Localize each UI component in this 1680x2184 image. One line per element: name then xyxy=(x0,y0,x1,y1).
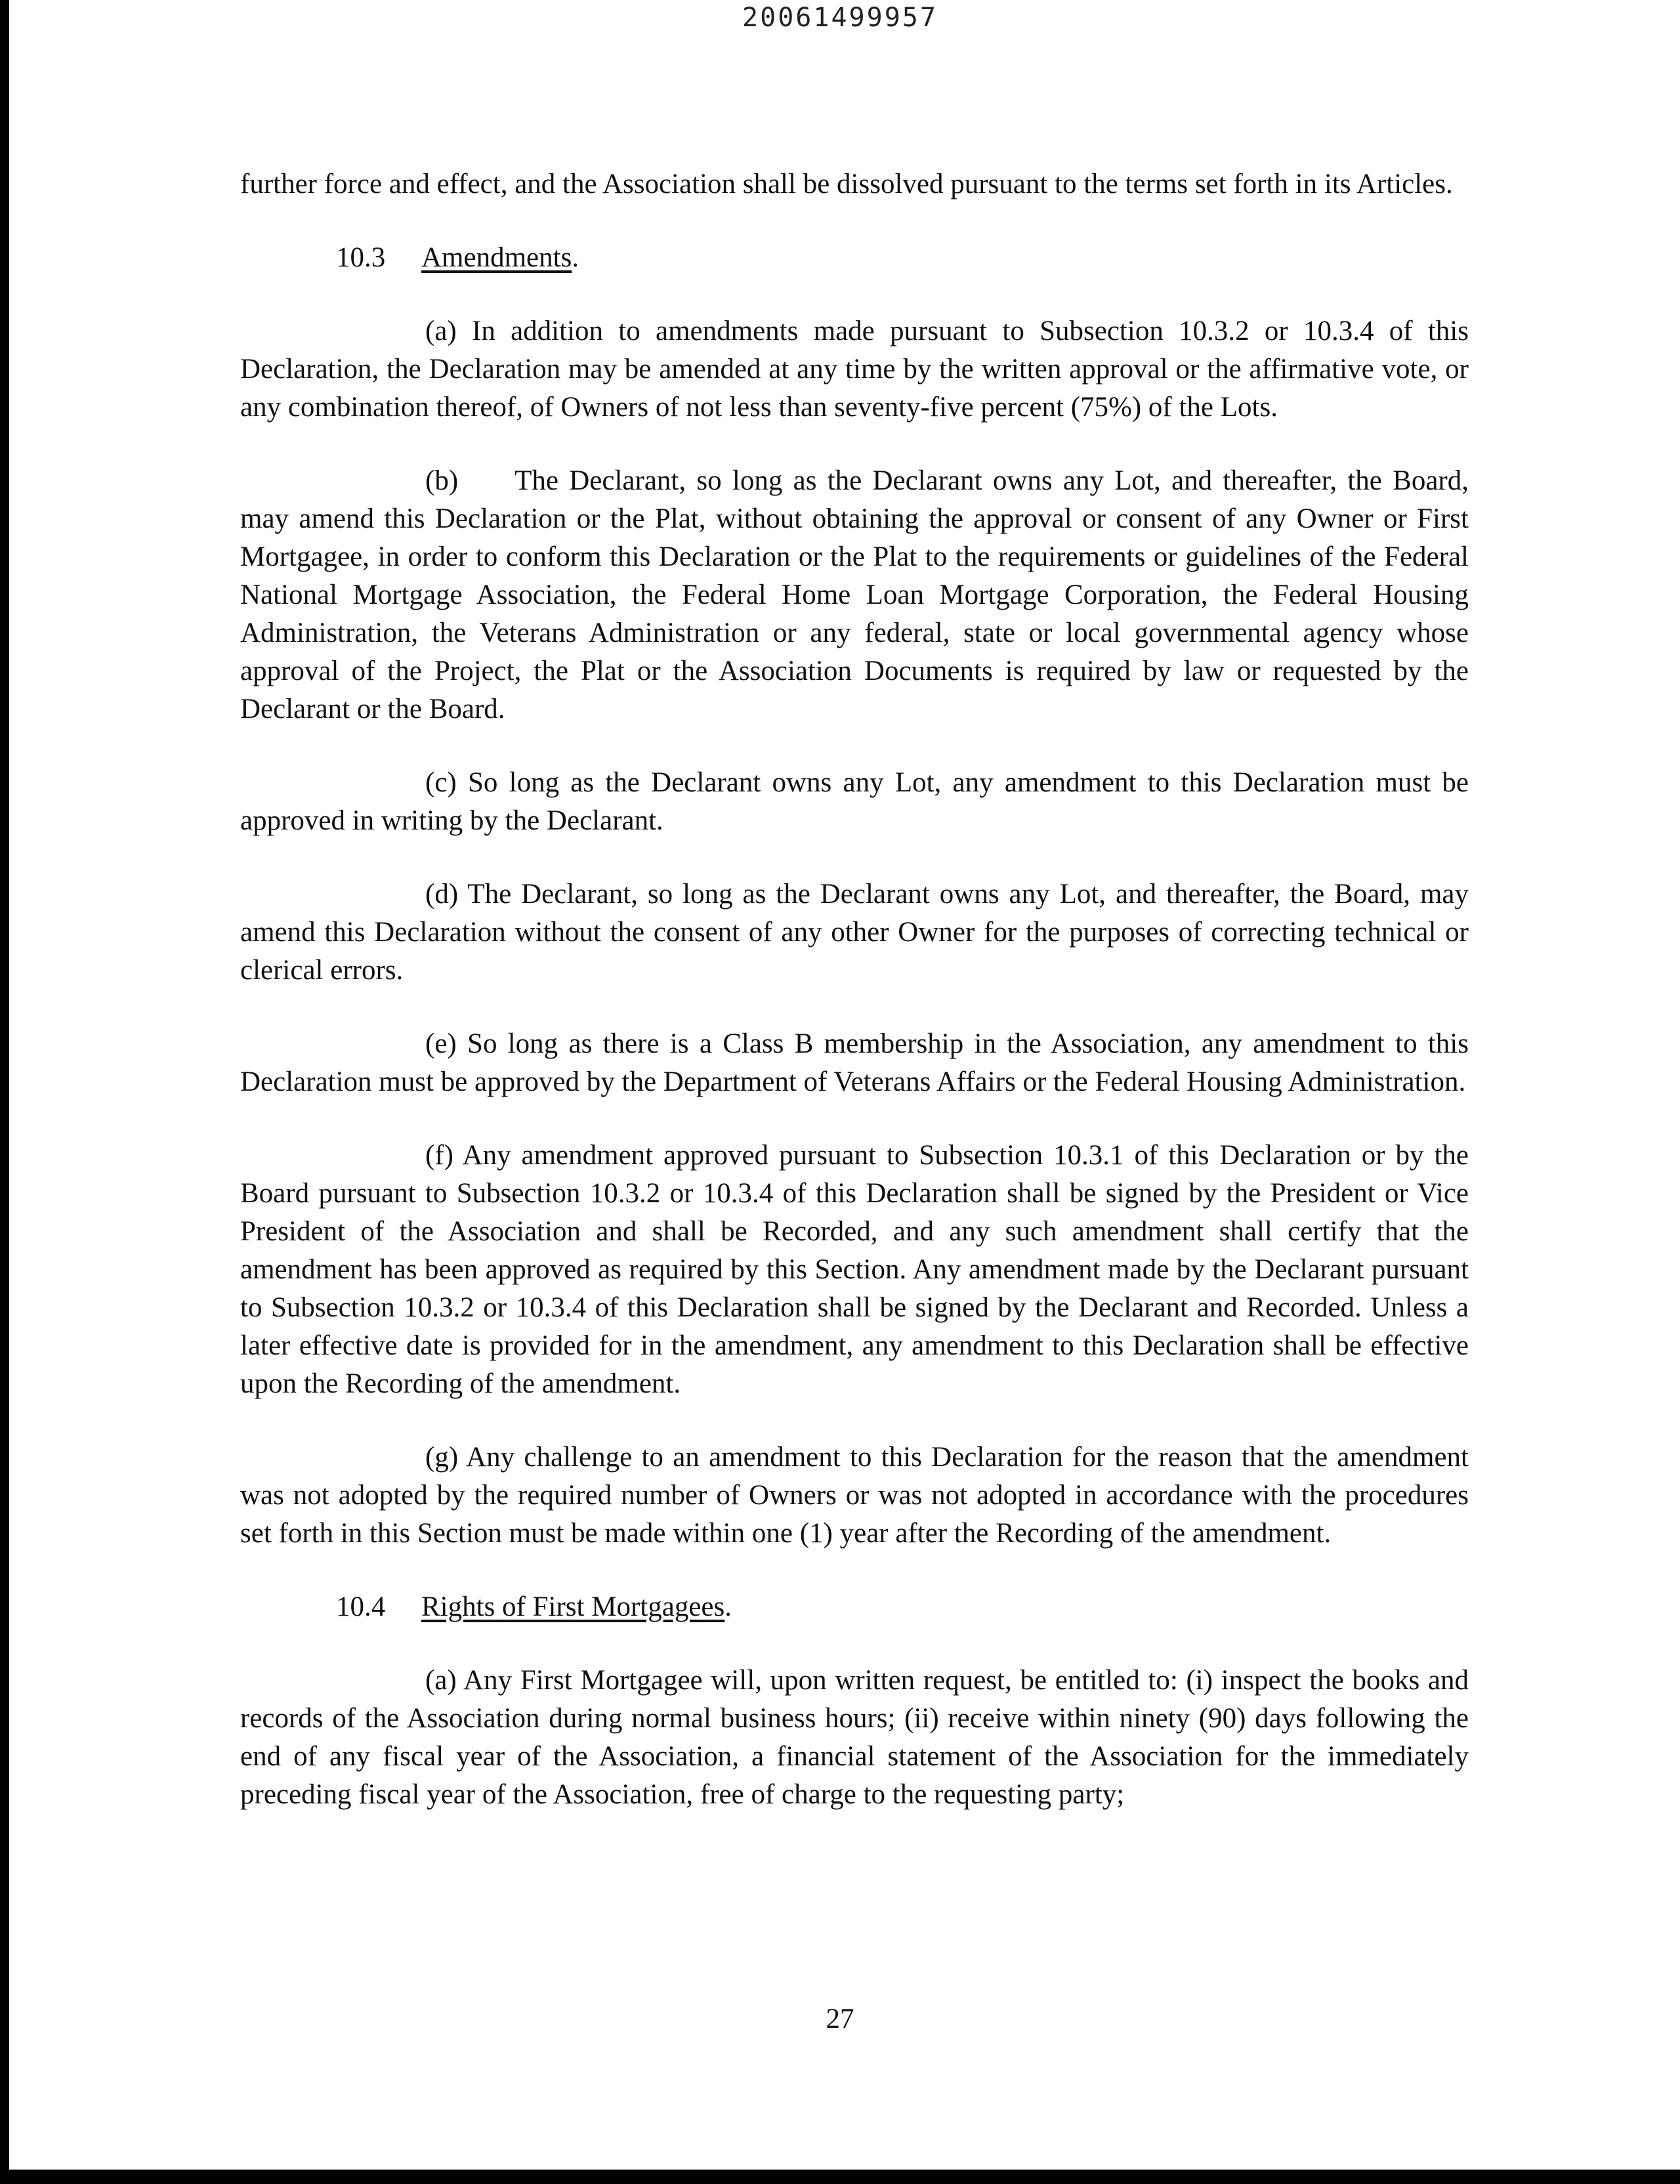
paragraph-10-3-g: (g) Any challenge to an amendment to this Declaration for the reason that the amendment was not adopted by the required number of Owners or was not adopted in accordance with the procedures set forth in this Section must be made within one (1) year after the Recording of the amendment. xyxy=(240,1442,1469,1549)
section-number: 10.4 xyxy=(336,1591,386,1622)
section-title-wrapper: Rights of First Mortgagees. xyxy=(421,1591,732,1622)
page-number: 27 xyxy=(826,2004,854,2034)
paragraph-10-3-f: (f) Any amendment approved pursuant to Subsection 10.3.1 of this Declaration or by the Board pursuant to Subsection 10.3.2 or 10.3.4 of this Declaration shall be signed by the President or Vice President of the Association and shall be Recorded, and any such amendment shall certify that the amendment has been approved as required by this Section. Any amendment made by the Declarant pursuant to Subsection 10.3.2 or 10.3.4 of this Declaration shall be signed by the Declarant and Recorded. Unless a later effective date is provided for in the amendment, any amendment to this Declaration shall be effective upon the Recording of the amendment. xyxy=(240,1140,1469,1399)
paragraph-10-3-e: (e) So long as there is a Class B membership in the Association, any amendment to this Declaration must be approved by the Department of Veterans Affairs or the Federal Housing Administration. xyxy=(240,1028,1469,1097)
paragraph-10-3-a: (a) In addition to amendments made pursuant to Subsection 10.3.2 or 10.3.4 of this Declaration, the Declaration may be amended at any time by the written approval or the affirmative vote, or any combination thereof, of Owners of not less than seventy-five percent (75%) of the Lots. xyxy=(240,316,1469,423)
section-heading-10-3 xyxy=(240,239,1469,277)
paragraph-10-3-d: (d) The Declarant, so long as the Declarant owns any Lot, and thereafter, the Board, may amend this Declaration without the consent of any other Owner for the purposes of correcting technical or clerical errors. xyxy=(240,879,1469,986)
paragraph-10-3-c: (c) So long as the Declarant owns any Lot, any amendment to this Declaration must be approved in writing by the Declarant. xyxy=(240,767,1469,836)
section-title: Rights of First Mortgagees xyxy=(421,1591,725,1622)
section-title: Amendments xyxy=(421,242,572,273)
section-number: 10.3 xyxy=(336,242,386,273)
document-stamp-number: 20061499957 xyxy=(742,3,938,33)
paragraph-10-4-a: (a) Any First Mortgagee will, upon written request, be entitled to: (i) inspect the books and records of the Association during normal business hours; (ii) receive within ninety (90) days following the end of any fiscal year of the Association, a financial statement of the Association for the immediately preceding fiscal year of the Association, free of charge to the requesting party; xyxy=(240,1665,1469,1810)
paragraph-10-3-b: (b) The Declarant, so long as the Declarant owns any Lot, and thereafter, the Board, may amend this Declaration or the Plat, without obtaining the approval or consent of any Owner or First Mortgagee, in order to conform this Declaration or the Plat to the requirements or guidelines of the Federal National Mortgage Association, the Federal Home Loan Mortgage Corporation, the Federal Housing Administration, the Veterans Administration or any federal, state or local governmental agency whose approval of the Project, the Plat or the Association Documents is required by law or requested by the Declarant or the Board. xyxy=(240,465,1469,724)
section-title-wrapper: Amendments. xyxy=(421,242,579,273)
paragraph-intro: further force and effect, and the Association shall be dissolved pursuant to the terms set forth in its Articles. xyxy=(240,169,1453,200)
scan-left-edge xyxy=(0,0,9,2184)
scan-bottom-edge xyxy=(0,2170,1680,2184)
document-body xyxy=(240,165,1469,1814)
section-heading-10-4 xyxy=(240,1588,1469,1626)
